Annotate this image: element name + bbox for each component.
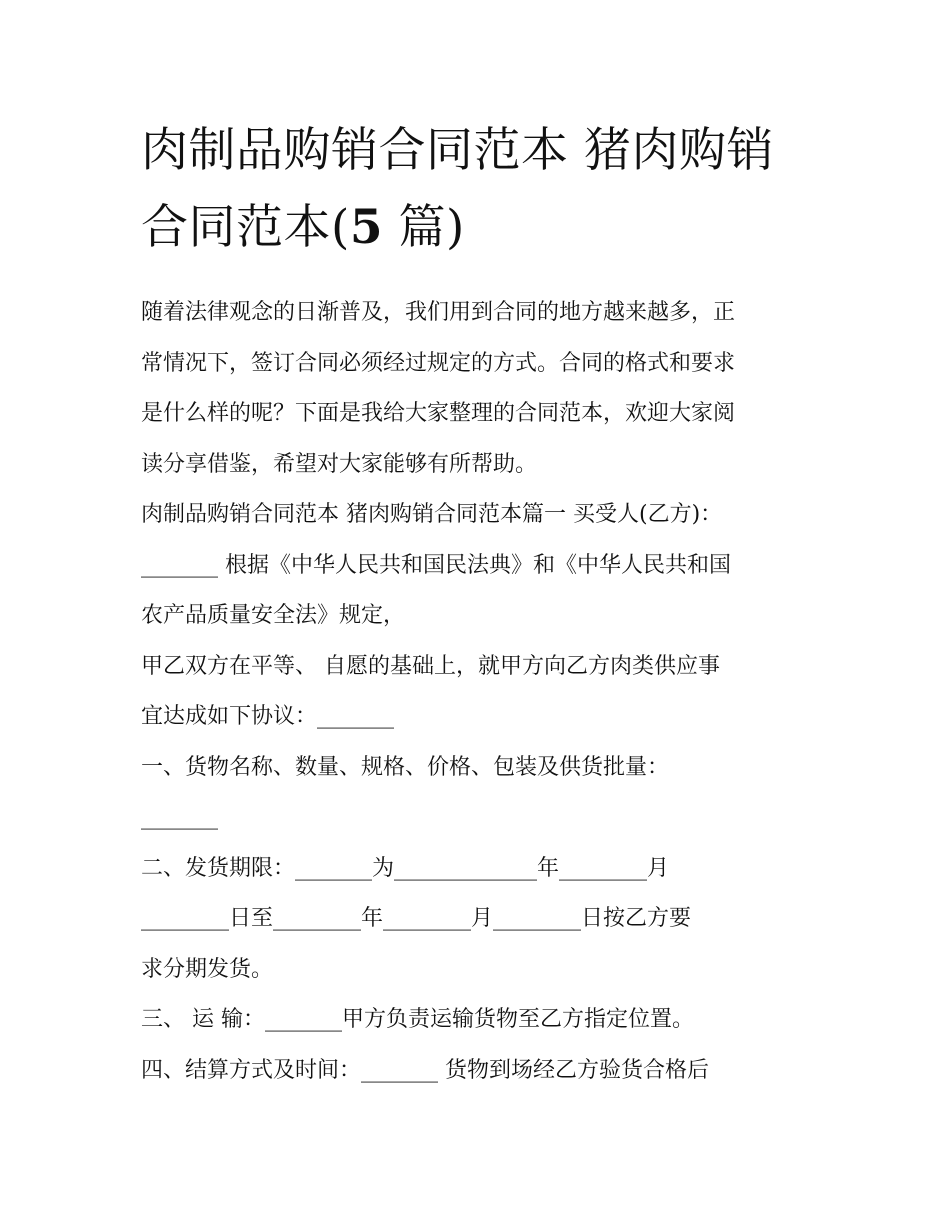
title-count: 5 — [349, 200, 384, 255]
document-body — [141, 288, 821, 1096]
body-line: 肉制品购销合同范本 猪肉购销合同范本篇一 买受人(乙方)： — [141, 502, 723, 527]
document-content — [141, 112, 821, 1096]
document-title — [141, 112, 821, 266]
body-line: ________日至________年________月________日按乙方要 — [141, 906, 692, 931]
title-line-2-end: 篇) — [383, 200, 465, 255]
body-line: 三、 运 输：_______甲方负责运输货物至乙方指定位置。 — [141, 1007, 694, 1032]
body-line: 农产品质量安全法》规定， — [141, 603, 406, 628]
body-line: 读分享借鉴，希望对大家能够有所帮助。 — [141, 451, 538, 477]
title-line-1: 肉制品购销合同范本 猪肉购销 — [141, 123, 774, 178]
body-line: 求分期发货。 — [141, 956, 274, 982]
body-line: 一、货物名称、数量、规格、价格、包装及供货批量： — [141, 754, 670, 780]
title-line-2 — [141, 189, 821, 266]
body-line: 宜达成如下协议：_______ — [141, 704, 395, 729]
body-line: 常情况下，签订合同必须经过规定的方式。合同的格式和要求 — [141, 350, 736, 376]
body-line: 二、发货期限：_______为_____________年________月 — [141, 855, 670, 881]
body-line: 随着法律观念的日渐普及，我们用到合同的地方越来越多，正 — [141, 300, 736, 325]
body-line: 四、结算方式及时间：_______ 货物到场经乙方验货合格后 — [141, 1057, 709, 1083]
body-line: 是什么样的呢？下面是我给大家整理的合同范本，欢迎大家阅 — [141, 401, 736, 426]
body-line: _______ — [141, 805, 218, 830]
body-line: 甲乙双方在平等、 自愿的基础上，就甲方向乙方肉类供应事 — [141, 653, 720, 679]
body-line: _______ 根据《中华人民共和国民法典》和《中华人民共和国 — [141, 552, 731, 578]
title-line-2-start: 合同范本( — [141, 200, 350, 255]
